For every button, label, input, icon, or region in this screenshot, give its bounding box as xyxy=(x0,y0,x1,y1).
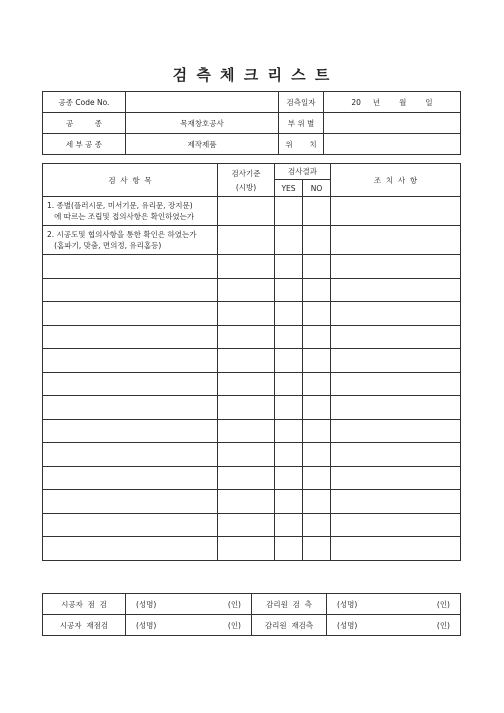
supervisor-reinspect-label: 감리원 재검측 xyxy=(252,615,327,636)
work-type-field[interactable]: 목재창호공사 xyxy=(126,113,279,134)
checklist-row xyxy=(43,197,461,226)
checklist-action-cell[interactable] xyxy=(331,396,461,420)
supervisor-inspect-label: 감리원 검 측 xyxy=(252,594,327,615)
checklist-row xyxy=(43,490,461,514)
supervisor-inspect-seal: (인) xyxy=(436,599,450,609)
checklist-no-cell[interactable] xyxy=(303,349,331,373)
checklist-row xyxy=(43,226,461,255)
checklist-standard-cell[interactable] xyxy=(218,537,275,561)
checklist-row xyxy=(43,302,461,326)
checklist-yes-cell[interactable] xyxy=(275,419,303,443)
checklist-action-cell[interactable] xyxy=(331,255,461,279)
checklist-yes-cell[interactable] xyxy=(275,466,303,490)
col-header-action: 조 치 사 항 xyxy=(331,164,461,197)
checklist-yes-cell[interactable] xyxy=(275,396,303,420)
supervisor-reinspect-name: (성명) xyxy=(337,620,358,630)
checklist-no-cell[interactable] xyxy=(303,443,331,467)
checklist-action-cell[interactable] xyxy=(331,537,461,561)
checklist-action-cell[interactable] xyxy=(331,466,461,490)
checklist-row xyxy=(43,372,461,396)
checklist-row xyxy=(43,278,461,302)
checklist-standard-cell[interactable] xyxy=(218,513,275,537)
checklist-no-cell[interactable] xyxy=(303,490,331,514)
checklist-table xyxy=(42,163,461,561)
checklist-row xyxy=(43,537,461,561)
checklist-action-cell[interactable] xyxy=(331,443,461,467)
checklist-action-cell[interactable] xyxy=(331,278,461,302)
code-field[interactable] xyxy=(126,92,279,113)
checklist-item-text xyxy=(43,466,218,490)
checklist-no-cell[interactable] xyxy=(303,537,331,561)
checklist-no-cell[interactable] xyxy=(303,513,331,537)
checklist-item-text xyxy=(43,513,218,537)
checklist-action-cell[interactable] xyxy=(331,226,461,255)
checklist-action-cell[interactable] xyxy=(331,419,461,443)
contractor-recheck-seal: (인) xyxy=(227,620,241,630)
checklist-row xyxy=(43,325,461,349)
checklist-no-cell[interactable] xyxy=(303,226,331,255)
checklist-yes-cell[interactable] xyxy=(275,302,303,326)
checklist-yes-cell[interactable] xyxy=(275,443,303,467)
checklist-standard-cell[interactable] xyxy=(218,226,275,255)
checklist-item-text xyxy=(43,325,218,349)
supervisor-inspect-signature[interactable] xyxy=(327,594,461,615)
checklist-item-text xyxy=(43,349,218,373)
checklist-standard-cell[interactable] xyxy=(218,278,275,302)
col-header-standard-line2: (시방) xyxy=(235,182,257,192)
checklist-no-cell[interactable] xyxy=(303,396,331,420)
checklist-no-cell[interactable] xyxy=(303,372,331,396)
work-type-label: 공 종 xyxy=(43,113,126,134)
checklist-yes-cell[interactable] xyxy=(275,278,303,302)
checklist-standard-cell[interactable] xyxy=(218,490,275,514)
checklist-item-text xyxy=(43,255,218,279)
col-header-no: NO xyxy=(303,180,331,197)
contractor-recheck-signature[interactable] xyxy=(126,615,252,636)
checklist-no-cell[interactable] xyxy=(303,278,331,302)
checklist-action-cell[interactable] xyxy=(331,349,461,373)
code-label: 공종 Code No. xyxy=(43,92,126,113)
checklist-row xyxy=(43,396,461,420)
sub-work-field[interactable]: 제작제품 xyxy=(126,134,279,155)
checklist-no-cell[interactable] xyxy=(303,466,331,490)
checklist-standard-cell[interactable] xyxy=(218,302,275,326)
checklist-no-cell[interactable] xyxy=(303,325,331,349)
date-label: 검측일자 xyxy=(279,92,324,113)
sub-work-label: 세 부 공 종 xyxy=(43,134,126,155)
checklist-standard-cell[interactable] xyxy=(218,466,275,490)
checklist-row xyxy=(43,443,461,467)
checklist-no-cell[interactable] xyxy=(303,419,331,443)
contractor-check-seal: (인) xyxy=(227,599,241,609)
checklist-item-text: 2. 시공도및 협의사항을 통한 확인은 하였는가 (홈파기, 맞춤, 면의정, 유리홈등) xyxy=(43,226,218,255)
checklist-item-text xyxy=(43,372,218,396)
supervisor-inspect-name: (성명) xyxy=(337,599,358,609)
checklist-yes-cell[interactable] xyxy=(275,537,303,561)
supervisor-reinspect-signature[interactable] xyxy=(327,615,461,636)
date-field[interactable]: 20 년 월 일 xyxy=(324,92,461,113)
checklist-yes-cell[interactable] xyxy=(275,325,303,349)
checklist-action-cell[interactable] xyxy=(331,197,461,226)
checklist-yes-cell[interactable] xyxy=(275,372,303,396)
checklist-action-cell[interactable] xyxy=(331,490,461,514)
checklist-row xyxy=(43,419,461,443)
checklist-no-cell[interactable] xyxy=(303,302,331,326)
part-field[interactable] xyxy=(324,113,461,134)
col-header-yes: YES xyxy=(275,180,303,197)
checklist-row xyxy=(43,349,461,373)
location-label: 위 치 xyxy=(279,134,324,155)
location-field[interactable] xyxy=(324,134,461,155)
checklist-standard-cell[interactable] xyxy=(218,443,275,467)
checklist-item-text: 1. 종별(플러시문, 미서기문, 유리문, 장지문) 에 따르는 조립및 접의사항은 확인하였는가 xyxy=(43,197,218,226)
checklist-item-text xyxy=(43,490,218,514)
checklist-action-cell[interactable] xyxy=(331,325,461,349)
col-header-result: 검사결과 xyxy=(275,164,331,180)
checklist-yes-cell[interactable] xyxy=(275,513,303,537)
col-header-standard-line1: 검사기준 xyxy=(231,168,261,178)
checklist-yes-cell[interactable] xyxy=(275,490,303,514)
contractor-recheck-name: (성명) xyxy=(136,620,157,630)
header-info-table xyxy=(42,91,461,155)
col-header-standard xyxy=(218,164,275,197)
col-header-item: 검 사 항 목 xyxy=(43,164,218,197)
checklist-item-text xyxy=(43,278,218,302)
checklist-yes-cell[interactable] xyxy=(275,349,303,373)
checklist-item-text xyxy=(43,396,218,420)
checklist-standard-cell[interactable] xyxy=(218,325,275,349)
signature-table xyxy=(42,593,461,636)
checklist-action-cell[interactable] xyxy=(331,513,461,537)
checklist-yes-cell[interactable] xyxy=(275,226,303,255)
checklist-yes-cell[interactable] xyxy=(275,255,303,279)
checklist-standard-cell[interactable] xyxy=(218,419,275,443)
contractor-recheck-label: 시공자 재점검 xyxy=(43,615,126,636)
checklist-yes-cell[interactable] xyxy=(275,197,303,226)
checklist-row xyxy=(43,513,461,537)
document-title: 검 측 체 크 리 스 트 xyxy=(172,66,332,84)
checklist-standard-cell[interactable] xyxy=(218,255,275,279)
checklist-no-cell[interactable] xyxy=(303,197,331,226)
contractor-check-label: 시공자 점 검 xyxy=(43,594,126,615)
checklist-item-text xyxy=(43,537,218,561)
checklist-action-cell[interactable] xyxy=(331,372,461,396)
checklist-standard-cell[interactable] xyxy=(218,396,275,420)
checklist-standard-cell[interactable] xyxy=(218,197,275,226)
supervisor-reinspect-seal: (인) xyxy=(436,620,450,630)
contractor-check-signature[interactable] xyxy=(126,594,252,615)
checklist-item-text xyxy=(43,443,218,467)
checklist-standard-cell[interactable] xyxy=(218,349,275,373)
checklist-row xyxy=(43,466,461,490)
checklist-item-text xyxy=(43,302,218,326)
checklist-no-cell[interactable] xyxy=(303,255,331,279)
checklist-row xyxy=(43,255,461,279)
checklist-item-text xyxy=(43,419,218,443)
contractor-check-name: (성명) xyxy=(136,599,157,609)
checklist-action-cell[interactable] xyxy=(331,302,461,326)
checklist-standard-cell[interactable] xyxy=(218,372,275,396)
part-label: 부 위 별 xyxy=(279,113,324,134)
